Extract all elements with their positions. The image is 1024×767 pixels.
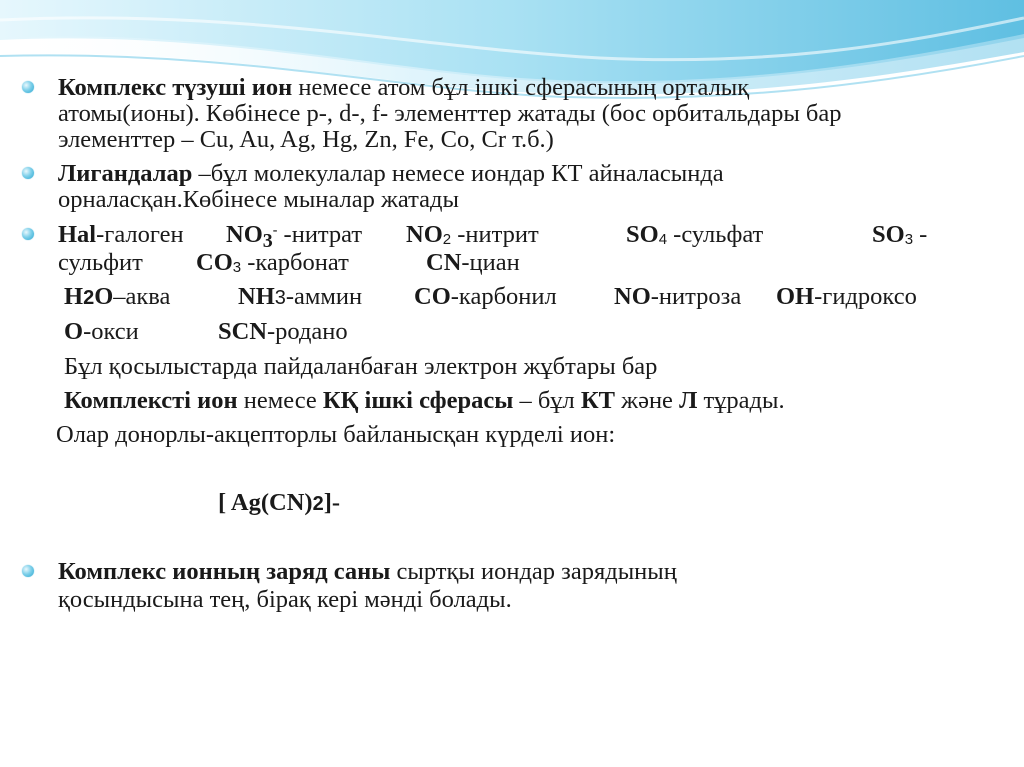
text-line: Комплекс ионның заряд саны сыртқы иондар зарядының — [58, 558, 677, 585]
text-line: Бұл қосылыстарда пайдаланбаған электрон жұбтары бар — [64, 353, 658, 380]
text-line: Олар донорлы-акцепторлы байланысқан күрделі ион: — [56, 421, 616, 448]
ligand-sulfite: SO3 - — [872, 221, 928, 248]
text-line: Комплекс түзуші ион немесе атом бұл ішкі сферасының орталық — [58, 74, 750, 101]
ligand-ammine: NH3-аммин — [238, 283, 363, 310]
ligand-nitroso: NO-нитроза — [614, 283, 742, 310]
text-line: атомы(ионы). Көбінесе p-, d-, f- элементтер жатады (бос орбитальдары бар — [58, 100, 842, 127]
term-ligands: Лигандалар — [58, 160, 193, 187]
term-charge-number: Комплекс ионның заряд саны — [58, 558, 391, 585]
text-line: Лигандалар –бұл молекулалар немесе иондар КТ айналасында — [58, 160, 724, 187]
ligand-row-2: сульфит — [58, 249, 143, 276]
term-complexing-ion: Комплекс түзуші ион — [58, 74, 293, 101]
ligand-row-1: Hal-галоген — [58, 221, 184, 248]
ligand-cyano: CN-циан — [426, 249, 520, 276]
bullet-icon — [22, 167, 34, 179]
ligand-nitrite: NO2 -нитрит — [406, 221, 539, 248]
bullet-icon — [22, 81, 34, 93]
text-line: элементтер – Cu, Au, Ag, Hg, Zn, Fe, Co, Cr т.б.) — [58, 126, 554, 153]
text-line: қосындысына тең, бірақ кері мәнді болады. — [58, 586, 512, 613]
text-line: орналасқан.Көбінесе мыналар жатады — [58, 186, 459, 213]
formula-silver-cyanide: [ Ag(CN)2]- — [218, 489, 341, 516]
ligand-carbonate: CO3 -карбонат — [196, 249, 349, 276]
ligand-aqua: H2O–аква — [64, 283, 171, 310]
ligand-thiocyanato: SCN-родано — [218, 318, 348, 345]
bullet-icon — [22, 228, 34, 240]
ligand-oxo: O-окси — [64, 318, 139, 345]
ligand-hydroxo: OH-гидроксо — [776, 283, 917, 310]
ligand-nitrate: $NO_3^-$ -нитрат — [226, 221, 363, 252]
bullet-icon — [22, 565, 34, 577]
ligand-carbonyl: CO-карбонил — [414, 283, 557, 310]
ligand-sulfate: SO4 -сульфат — [626, 221, 764, 248]
complex-ion-definition: Комплексті ион немесе КҚ ішкі сферасы – бұл КТ және Л тұрады. — [64, 387, 785, 414]
